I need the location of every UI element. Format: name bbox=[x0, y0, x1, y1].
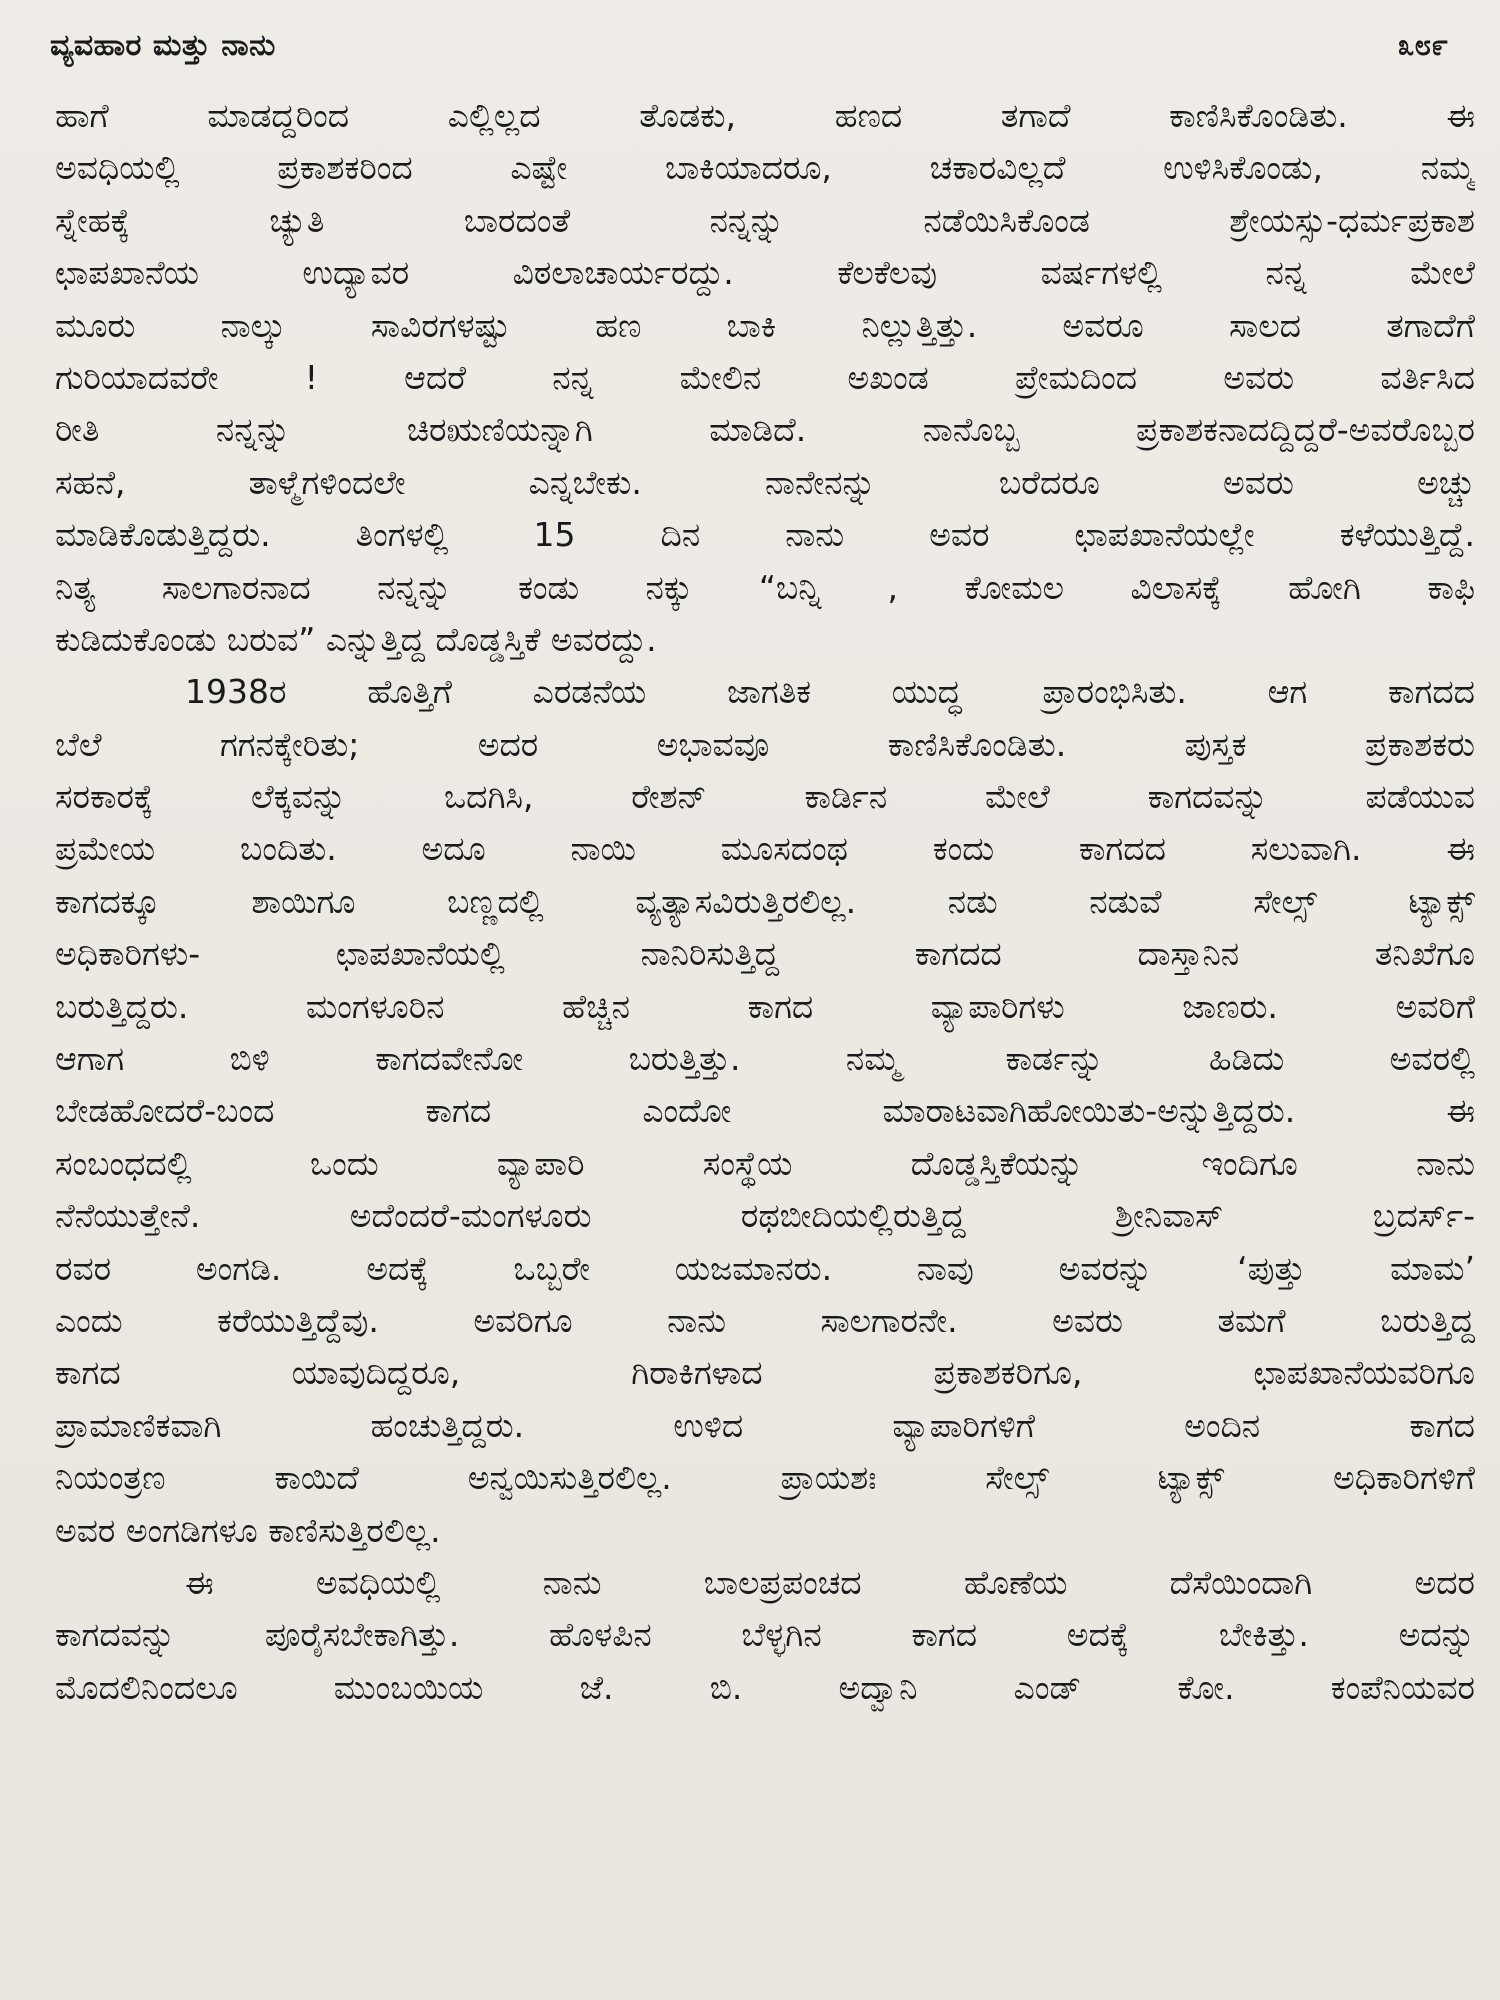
text-line: ಮೊದಲಿನಿಂದಲೂ ಮುಂಬಯಿಯ ಜೆ. ಬಿ. ಅದ್ವಾನಿ ಎಂಡ್ ಕೋ. ಕಂಪೆನಿಯವರ bbox=[55, 1667, 1475, 1707]
text-line: ಸರಕಾರಕ್ಕೆ ಲೆಕ್ಕವನ್ನು ಒದಗಿಸಿ, ರೇಶನ್ ಕಾರ್ಡಿನ ಮೇಲೆ ಕಾಗದವನ್ನು ಪಡೆಯುವ bbox=[55, 777, 1475, 817]
text-line: ಸ್ನೇಹಕ್ಕೆ ಚ್ಯುತಿ ಬಾರದಂತೆ ನನ್ನನ್ನು ನಡೆಯಿಸಿಕೊಂಡ ಶ್ರೇಯಸ್ಸು-ಧರ್ಮಪ್ರಕಾಶ bbox=[55, 200, 1475, 240]
running-header bbox=[50, 28, 1448, 78]
text-line: ಅವಧಿಯಲ್ಲಿ ಪ್ರಕಾಶಕರಿಂದ ಎಷ್ಟೇ ಬಾಕಿಯಾದರೂ, ಚಕಾರವಿಲ್ಲದೆ ಉಳಿಸಿಕೊಂಡು, ನಮ್ಮ bbox=[55, 148, 1475, 188]
text-line: ಅವರ ಅಂಗಡಿಗಳೂ ಕಾಣಿಸುತ್ತಿರಲಿಲ್ಲ. bbox=[55, 1510, 441, 1550]
text-line: ಛಾಪಖಾನೆಯ ಉದ್ಯಾವರ ವಿಠಲಾಚಾರ್ಯರದ್ದು. ಕೆಲಕೆಲವು ವರ್ಷಗಳಲ್ಲಿ ನನ್ನ ಮೇಲೆ bbox=[55, 253, 1475, 293]
text-line: ಪ್ರಮೇಯ ಬಂದಿತು. ಅದೂ ನಾಯಿ ಮೂಸದಂಥ ಕಂದು ಕಾಗದದ ಸಲುವಾಗಿ. ಈ bbox=[55, 829, 1475, 869]
text-line: ಬೆಲೆ ಗಗನಕ್ಕೇರಿತು; ಅದರ ಅಭಾವವೂ ಕಾಣಿಸಿಕೊಂಡಿತು. ಪುಸ್ತಕ ಪ್ರಕಾಶಕರು bbox=[55, 724, 1475, 764]
text-line: ನಿಯಂತ್ರಣ ಕಾಯಿದೆ ಅನ್ವಯಿಸುತ್ತಿರಲಿಲ್ಲ. ಪ್ರಾಯಶಃ ಸೇಲ್ಸ್ ಟ್ಯಾಕ್ಸ್ ಅಧಿಕಾರಿಗಳಿಗೆ bbox=[55, 1458, 1475, 1498]
text-line: ಕಾಗದ ಯಾವುದಿದ್ದರೂ, ಗಿರಾಕಿಗಳಾದ ಪ್ರಕಾಶಕರಿಗೂ, ಛಾಪಖಾನೆಯವರಿಗೂ bbox=[55, 1353, 1475, 1393]
text-line: ನಿತ್ಯ ಸಾಲಗಾರನಾದ ನನ್ನನ್ನು ಕಂಡು ನಕ್ಕು “ಬನ್ನಿ , ಕೋಮಲ ವಿಲಾಸಕ್ಕೆ ಹೋಗಿ ಕಾಫಿ bbox=[55, 567, 1475, 607]
page-number: ೩೮೯ bbox=[1397, 28, 1448, 63]
text-line: ರೀತಿ ನನ್ನನ್ನು ಚಿರಋಣಿಯನ್ನಾಗಿ ಮಾಡಿದೆ. ನಾನೊಬ್ಬ ಪ್ರಕಾಶಕನಾದದ್ದಿದ್ದರೆ-ಅವರೊಬ್ಬರ bbox=[55, 410, 1475, 450]
text-line: ಪ್ರಾಮಾಣಿಕವಾಗಿ ಹಂಚುತ್ತಿದ್ದರು. ಉಳಿದ ವ್ಯಾಪಾರಿಗಳಿಗೆ ಅಂದಿನ ಕಾಗದ bbox=[55, 1405, 1475, 1445]
text-line: ಮೂರು ನಾಲ್ಕು ಸಾವಿರಗಳಷ್ಟು ಹಣ ಬಾಕಿ ನಿಲ್ಲುತ್ತಿತ್ತು. ಅವರೂ ಸಾಲದ ತಗಾದೆಗೆ bbox=[55, 305, 1475, 345]
text-line: ಸಂಬಂಧದಲ್ಲಿ ಒಂದು ವ್ಯಾಪಾರಿ ಸಂಸ್ಥೆಯ ದೊಡ್ಡಸ್ತಿಕೆಯನ್ನು ಇಂದಿಗೂ ನಾನು bbox=[55, 1143, 1475, 1183]
text-line: ಸಹನೆ, ತಾಳ್ಮೆಗಳಿಂದಲೇ ಎನ್ನಬೇಕು. ನಾನೇನನ್ನು ಬರೆದರೂ ಅವರು ಅಚ್ಚು bbox=[55, 462, 1475, 502]
text-line: ರವರ ಅಂಗಡಿ. ಅದಕ್ಕೆ ಒಬ್ಬರೇ ಯಜಮಾನರು. ನಾವು ಅವರನ್ನು ‘ಪುತ್ತು ಮಾಮ’ bbox=[55, 1248, 1475, 1288]
text-line: ಕಾಗದಕ್ಕೂ ಶಾಯಿಗೂ ಬಣ್ಣದಲ್ಲಿ ವ್ಯತ್ಯಾಸವಿರುತ್ತಿರಲಿಲ್ಲ. ನಡು ನಡುವೆ ಸೇಲ್ಸ್ ಟ್ಯಾಕ್ಸ್ bbox=[55, 881, 1475, 921]
text-line: ಹಾಗೆ ಮಾಡದ್ದರಿಂದ ಎಲ್ಲಿಲ್ಲದ ತೊಡಕು, ಹಣದ ತಗಾದೆ ಕಾಣಿಸಿಕೊಂಡಿತು. ಈ bbox=[55, 96, 1475, 135]
text-line: ಆಗಾಗ ಬಿಳಿ ಕಾಗದವೇನೋ ಬರುತ್ತಿತ್ತು. ನಮ್ಮ ಕಾರ್ಡನ್ನು ಹಿಡಿದು ಅವರಲ್ಲಿ bbox=[55, 1039, 1475, 1079]
paragraph-start-line: 1938ರ ಹೊತ್ತಿಗೆ ಎರಡನೆಯ ಜಾಗತಿಕ ಯುದ್ಧ ಪ್ರಾರಂಭಿಸಿತು. ಆಗ ಕಾಗದದ bbox=[185, 672, 1475, 712]
text-line: ನೆನೆಯುತ್ತೇನೆ. ಅದೆಂದರೆ-ಮಂಗಳೂರು ರಥಬೀದಿಯಲ್ಲಿರುತ್ತಿದ್ದ ಶ್ರೀನಿವಾಸ್ ಬ್ರದರ್ಸ್- bbox=[55, 1196, 1475, 1236]
body-text bbox=[55, 90, 1475, 1714]
text-line: ಕುಡಿದುಕೊಂಡು ಬರುವ” ಎನ್ನುತ್ತಿದ್ದ ದೊಡ್ಡಸ್ತಿಕೆ ಅವರದ್ದು. bbox=[55, 619, 657, 659]
text-line: ಗುರಿಯಾದವರೇ ! ಆದರೆ ನನ್ನ ಮೇಲಿನ ಅಖಂಡ ಪ್ರೇಮದಿಂದ ಅವರು ವರ್ತಿಸಿದ bbox=[55, 357, 1475, 397]
chapter-title: ವ್ಯವಹಾರ ಮತ್ತು ನಾನು bbox=[50, 28, 276, 63]
text-line: ಬೇಡಹೋದರೆ-ಬಂದ ಕಾಗದ ಎಂದೋ ಮಾರಾಟವಾಗಿಹೋಯಿತು-ಅನ್ನುತ್ತಿದ್ದರು. ಈ bbox=[55, 1091, 1475, 1131]
text-line: ಅಧಿಕಾರಿಗಳು- ಛಾಪಖಾನೆಯಲ್ಲಿ ನಾನಿರಿಸುತ್ತಿದ್ದ ಕಾಗದದ ದಾಸ್ತಾನಿನ ತನಿಖೆಗೂ bbox=[55, 934, 1475, 974]
text-line: ಕಾಗದವನ್ನು ಪೂರೈಸಬೇಕಾಗಿತ್ತು. ಹೊಳಪಿನ ಬೆಳ್ಳಗಿನ ಕಾಗದ ಅದಕ್ಕೆ ಬೇಕಿತ್ತು. ಅದನ್ನು bbox=[55, 1615, 1475, 1655]
text-line: ಬರುತ್ತಿದ್ದರು. ಮಂಗಳೂರಿನ ಹೆಚ್ಚಿನ ಕಾಗದ ವ್ಯಾಪಾರಿಗಳು ಜಾಣರು. ಅವರಿಗೆ bbox=[55, 986, 1475, 1026]
text-line: ಎಂದು ಕರೆಯುತ್ತಿದ್ದೆವು. ಅವರಿಗೂ ನಾನು ಸಾಲಗಾರನೇ. ಅವರು ತಮಗೆ ಬರುತ್ತಿದ್ದ bbox=[55, 1300, 1475, 1340]
text-line: ಮಾಡಿಕೊಡುತ್ತಿದ್ದರು. ತಿಂಗಳಲ್ಲಿ 15 ದಿನ ನಾನು ಅವರ ಛಾಪಖಾನೆಯಲ್ಲೇ ಕಳೆಯುತ್ತಿದ್ದೆ. bbox=[55, 515, 1475, 555]
paragraph-start-line: ಈ ಅವಧಿಯಲ್ಲಿ ನಾನು ಬಾಲಪ್ರಪಂಚದ ಹೊಣೆಯ ದೆಸೆಯಿಂದಾಗಿ ಅದರ bbox=[185, 1562, 1475, 1602]
